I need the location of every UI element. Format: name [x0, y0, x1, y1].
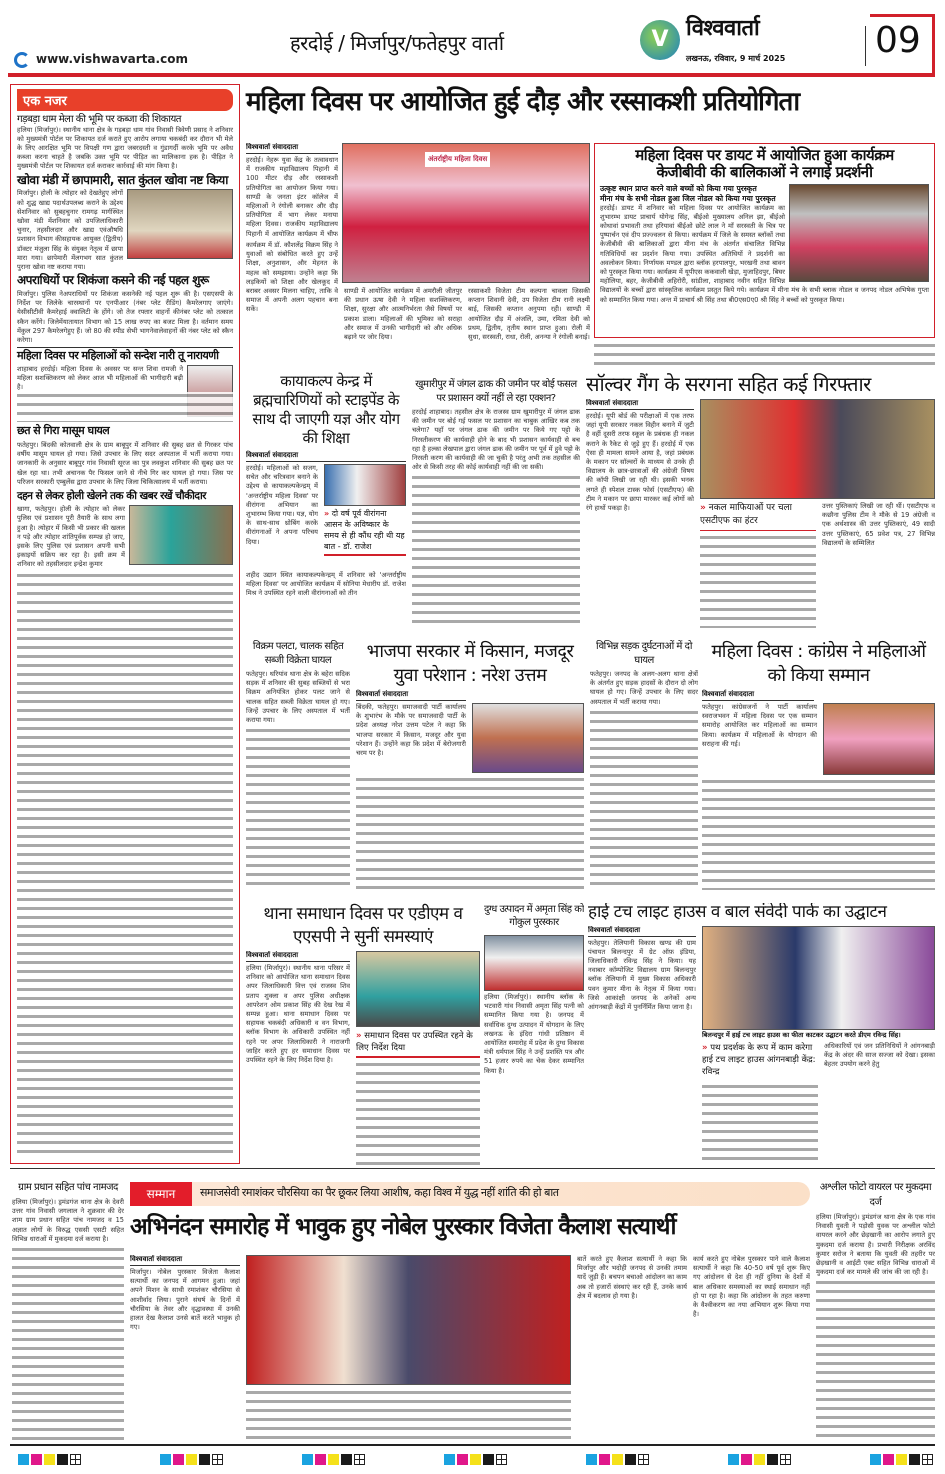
text-lines — [17, 572, 233, 1159]
page-number: 09 — [875, 20, 921, 61]
color-swatch — [457, 1454, 468, 1465]
vibhinn-article — [590, 640, 698, 890]
dateline: लखनऊ, रविवार, 9 मार्च 2025 — [686, 54, 786, 63]
solver-body-2: उत्तर पुस्तिकाएं लिखी जा रही थीं। एसटीएफ व कछौना पुलिस टीम ने मौके से 19 अंग्रेजी व एक अर्थशास्त्र की उत्तर पुस्तिकाएं, 49 सादी उत्तर पुस्तिकाएं, 65 प्रवेश पत्र, 27 विभिन्न विद्यालयों के सम्मिलित — [822, 502, 935, 547]
kayakalp-body-2: शहीद उद्यान स्थित कायाकल्पकेन्द्रम् में शनिवार को 'अन्तर्राष्ट्रीय महिला दिवस' पर आयोजित कार्यक्रम में सोनिया मेधारीय डॉ. राजेश मिश्र ने उपस्थित रहने वाली वीरांगनाओं को तीन — [246, 571, 406, 598]
ek-nazar-tag: एक नजर — [17, 89, 233, 111]
event-banner: अंतर्राष्ट्रीय महिला दिवस — [425, 152, 490, 167]
khumaripur-headline[interactable]: खुमारीपुर में जंगल ढाक की जमीन पर बोई फसल पर प्रशासन क्यों नहीं ले रहा एक्शन? — [415, 379, 577, 404]
thana-article — [246, 903, 480, 1165]
khumaripur-body: हरदोई शाहाबाद। तहसील क्षेत्र के राजस्व ग्राम खुमारीपुर में जंगल ढाक की जमीन पर बोई गई फसल पर प्रशासन का चाबुक आखिर कब तक चलेगा? यहाँ पर जंगल ढाक की जमीन पर किये गए पट्टो के निरस्तीकरण की कार्यवाही होने के बाद भी प्रशासन कार्यवाही से बच रहा है हल्का लेखपाल द्वारा जंगल ढाक की जमीन पर पूर्व में हुवे पट्टो के निरस्ती करण की कार्यवाही की जा चुकी है परंतु अभी तक तहसील की ओर से किसी तरह की कोई कार्यवाही नहीं की जा सकी। — [412, 408, 580, 472]
text-lines — [594, 342, 935, 368]
vikram-headline[interactable]: विक्रम पलटा, चालक सहित सब्जी विक्रेता घायल — [252, 641, 344, 666]
text-lines — [356, 1061, 480, 1165]
lead-body-4: रस्साकशी विजेता टीम कल्पना चावला जिसकी कप्तान शिवानी देवी, उप विजेता टीम रानी लक्ष्मी बाई, जिसकी कप्तान अनुपमा रही। साण्डी में आयोजित दौड़ में अंजलि, उमा, रमिता देवी को प्रथम, द्वितीय, तृतीय स्थान प्राप्त हुआ। रोली में सुधा, सरस्वती, राधा, रोली, अनन्या ने रंगोली बनाई। — [468, 287, 590, 342]
thana-headline[interactable]: थाना समाधान दिवस पर एडीएम व एएसपी ने सुनीं समस्याएं — [263, 904, 463, 947]
color-swatch — [909, 1454, 920, 1465]
kgbv-group-photo — [789, 184, 929, 282]
congress-headline[interactable]: महिला दिवस : कांग्रेस ने महिलाओं को किया सम्मान — [711, 641, 926, 686]
byline: विश्ववार्ता संवाददाता — [130, 1255, 240, 1266]
dugdh-body: हलिया (मिर्जापुर)। स्थानीय ब्लॉक के भटवारी गांव निवासी अमृता सिंह पत्नी को सम्मानित किया गया है। जनपद में सर्वाधिक दुग्ध उत्पादन में योगदान के लिए लखनऊ के इंदिरा गांधी प्रतिष्ठान में आयोजित समारोह में प्रदेश के दुग्ध विकास मंत्री धर्मपाल सिंह ने उन्हें प्रशस्ति पत्र और 51 हजार रुपये का चेक देकर सम्मानित किया है। — [484, 993, 584, 1075]
color-swatch — [302, 1454, 313, 1465]
left-article-body: फतेहपुर। बिंदकी कोतवाली क्षेत्र के ग्राम बाबूपुर में शनिवार की सुबह छत से गिरकर पांच वर्षीय मासूम घायल हो गया। जिसे उपचार के लिए सदर अस्पताल में भर्ती कराया गया। जानकारी के अनुसार बाबूपुर गांव निवासी सूरज का पुत्र लवकुश शनिवार की सुबह छत पर खेल रहा था। तभी अचानक पैर फिसल जाने से नीचे गिर कर घायल हो गया। जिस पर परिजन सरकारी एम्बुलेंस द्वारा उपचार के लिए जिला चिकित्सालय में भर्ती कराया। — [17, 441, 233, 486]
solver-body: हरदोई। यूपी बोर्ड की परीक्षाओं में एक तरफ जहां यूपी सरकार नकल विहीन बनाने में जुटी है वहीं दूसरी तरफ स्कूल के प्रबंधक ही नकल कराने के रैकेट से जुड़े हुए हैं। हरदोई में एक ऐसा ही मामला सामने आया है, जहां प्रबंधक के मकान पर सॉल्वरों के माध्यम से उनके ही विद्यालय के छात्र-छात्राओं की अंग्रेजी विषय की कॉपी लिखी जा रही थी। इसकी भनक लगते ही स्पेशल टास्क फोर्स (एसटीएफ) की टीम ने मकान पर छापा मारकर कई लोगों को रंगे हाथों पकड़ा है। — [586, 412, 694, 513]
bottom-rule — [10, 1168, 935, 1169]
left-article-body: मिर्जापुर। पुलिस नेअपराधियों पर शिकंजा कसनेकी नई पहल शुरू की है। एसएसपी के निर्देश पर जिलेके चारस्थानों पर एनपीआर (नंबर प्लेट रीडिंग) कैमरेलगाए जाएंगे। येसीसीटीवी कैमरेहाई क्वालिटी के होंगे। जो तेज रफ्तार वाहनों कीनंबर प्लेट को तत्काल स्कैन करेंगे। जिलेमेंयातायात विभाग को 15 लाख रुपए का बजट मिला है। वर्तमान समय मेंकुल 297 कैमरेलगेहुए हैं। जो 80 की स्पीड सेभी भागनेवालेवाहनों की नंबर प्लेट को स्कैन करेगा। — [17, 289, 233, 344]
pull-quote-text: समाधान दिवस पर उपस्थित रहने के लिए निर्देश दिया — [356, 1031, 473, 1053]
gram-pradhan-body: हलिया (मिर्जापुर)। ड्रमंडगंज थाना क्षेत्र के देवरी उत्तर गांव निवासी जगलाल ने शुक्रवार की देर शाम ग्राम प्रधान सहित पांच नामजद व 15 अज्ञात लोगों के विरुद्ध एससी एसटी सहित विभिन्न धाराओं में मुकदमा दर्ज कराया है। — [12, 1198, 124, 1243]
ashleel-body: हलिया (मिर्जापुर)। ड्रमंडगंज थाना क्षेत्र के एक गांव निवासी युवती ने पड़ोसी युवक पर अश्लील फोटो वायरल करने और छेड़खानी का आरोप लगाते हुए मुकदमा दर्ज कराया है। प्रभारी निरीक्षक अरविंद कुमार सरोज ने बताया कि युवती की तहरीर पर छेड़खानी व आईटी एक्ट सहित विभिन्न धाराओं में मुकदमा दर्ज कर मामले की जांच की जा रही है। — [816, 1213, 935, 1277]
color-bar — [160, 1454, 223, 1468]
kicker-text: समाजसेवी रमाशंकर चौरसिया का पैर छूकर लिया आशीष, कहा विश्व में युद्ध नहीं शांति की हो बात — [200, 1186, 559, 1199]
vikram-body: फतेहपुर। थरियांव थाना क्षेत्र के बहेरा सदिक सड़क में शनिवार की सुबह सब्जियों से भरा विक्रम अनियंत्रित होकर पलट जाने से चालक सहित सब्जी विक्रेता घायल हो गए। जिन्हें उपचार के लिए अस्पताल में भर्ती कराया गया। — [246, 670, 350, 725]
dugdh-article — [484, 903, 584, 1165]
kayakalp-pull-quote — [324, 508, 406, 556]
vibhinn-body: फतेहपुर। जनपद के अलग-अलग थाना क्षेत्रों के अंतर्गत हुए सड़क हादसों के दौरान दो लोग घायल हो गए। जिन्हें उपचार के लिए सदर अस्पताल में भर्ती कराया गया। — [590, 670, 698, 706]
byline: विश्ववार्ता संवाददाता — [586, 399, 694, 410]
color-swatch — [625, 1454, 636, 1465]
left-article — [17, 422, 233, 487]
byline: विश्ववार्ता संवाददाता — [702, 690, 814, 701]
dugdh-headline[interactable]: दुग्ध उत्पादन में अमृता सिंह को गोकुल पुरस्कार — [484, 904, 584, 928]
hightech-article — [588, 903, 935, 1165]
crosshair-icon — [922, 1454, 933, 1465]
crosshair-icon — [70, 1454, 81, 1465]
color-swatch — [199, 1454, 210, 1465]
quote-chevron-icon: » — [702, 1042, 708, 1053]
color-swatch — [173, 1454, 184, 1465]
satyarthi-article — [130, 1255, 810, 1440]
diet-subhead-1: उत्कृष्ट स्थान प्राप्त करने वाले बच्चों को किया गया पुरस्कृत — [600, 183, 757, 193]
left-article-body: मिर्जापुर। होली के त्योहार को देखतेहुए लोगों को शुद्ध खाद्य पदार्थउपलब्ध कराने के उद्देश्य सेशनिवार को सुबहचुनार रामगढ़ मार्गस्थित खोवा मंडी मेंशनिवार को उपजिलाधिकारी चुनार, तहसीलदार और खाद्य एवंऔषधि प्रशासन विभाग कीसहायक आयुक्त (द्वितीय) डॉक्टर मंजुला सिंह के संयुक्त नेतृत्व में छापा मारा गया। छापेमारी मेंलगभग सात कुंतल पुराना खोवा नष्ट कराया गया। — [17, 189, 123, 271]
inauguration-photo — [702, 926, 935, 1030]
text-lines — [246, 727, 350, 890]
inauguration-caption: बिलन्दपुर में हाई टच लाइट हाउस का फीता काटकर उद्घाटन करते डीएम रविन्द्र सिंह। — [702, 1030, 901, 1039]
hightech-body-2: अधिकारियों एवं जन प्रतिनिधियों ने आंगनबाड़ी केंद्र के अंदर की साज सज्जा को देखा। इसका बेहतर उपयोग करने हेतु — [824, 1041, 935, 1068]
congress-women-photo — [823, 703, 935, 775]
hightech-headline[interactable]: हाई टच लाइट हाउस व बाल संवेदी पार्क का उद्घाटन — [588, 903, 887, 922]
color-swatch — [741, 1454, 752, 1465]
crosshair-icon — [354, 1454, 365, 1465]
left-article-body: हलिया (मिर्जापुर)। स्थानीय थाना क्षेत्र के गड़बड़ा धाम गांव निवासी त्रिवेणी प्रसाद ने शनिवार को मुख्यमंत्री पोर्टल पर शिकायत दर्ज कराते हुए आरोप लगाया चकबंदी कर दौरान भी मेले के लिए आरक्षित भूमि पर विपक्षी गण द्वारा जबरदस्ती व गुंडागर्दी करके भूमि पर अवैध कब्जा करना चाहते है जबकि उक्त भूमि पर पीड़ित का मालिकाना हक है। पीड़ित ने मुख्यमंत्री पोर्टल पर शिकायत दर्ज कराकर कार्रवाई की मांग किया है। — [17, 125, 233, 171]
kayakalp-body: हरदोई। महिलाओं को सजग, सचेत और चरित्रवान बनाने के उद्देश्य से कायाकल्पकेन्द्रम् में 'अन्तर्राष्ट्रीय महिला दिवस' पर वीरांगना अभियान का शुभारम्भ किया गया। यज्ञ, योग के साथ-साथ थ्रोबिंग करके वीरांगनाओं ने अपना परिचय दिया। — [246, 464, 318, 546]
newspaper-logo-name: विश्ववार्ता — [686, 16, 760, 41]
browser-e-icon — [14, 52, 30, 68]
diet-article — [594, 143, 935, 338]
rangoli-photo — [342, 143, 590, 283]
crosshair-icon — [780, 1454, 791, 1465]
samman-tag: सम्मान — [130, 1182, 192, 1206]
text-lines — [700, 534, 816, 628]
diet-body: हरदोई। डायट में शनिवार को महिला दिवस पर आयोजित कार्यक्रम का शुभारम्भ डायट प्राचार्य योगेन्द्र सिंह, बीईओ मुख्यालय अनिल झा, बीईओ कोथावां प्रभावती तथा हरियावां बीईओ छोटे लाल ने माँ सरस्वती के चित्र पर पुष्पार्चन एवं दीप प्रज्ज्वलन से किया। कार्यक्रम में जिले के समस्त ब्लॉकों तथा केजीबीवी की बालिकाओं द्वारा मीना मंच के अंतर्गत संचालित विभिन्न गतिविधियों का प्रदर्शन किया गया। उपस्थित अतिथियों ने प्रदर्शनी का अवलोकन किया। निर्णायक मण्डल द्वारा ब्लॉक हरपालपुर, भरखनी तथा बावन को पुरस्कृत किया गया। कार्यक्रम में यूपीएस ककवाली खेड़ा, मुजाहिदपुर, बिघर महोलिया, बहर, केजीबीवी अहिरोरी, सांडीला, शाहाबाद नवीन सहित विभिन्न विद्यालयों के बच्चों द्वारा सांस्कृतिक कार्यक्रम प्रस्तुत किये गये। कार्यक्रम में मीना मंच के सभी ब्लाक नोडल व जनपद नोडल अभिषेक गुप्ता को सम्मानित किया गया। अन्त में प्राचार्य श्री सिंह तथा बी0एस0ए0 श्री सिंह ने बच्चों को पुरस्कृत किया। — [600, 203, 929, 304]
diet-subhead-2: मीना मंच के सभी नोडल हुआ जिल नोडल को किया गया पुरस्कृत — [600, 193, 776, 203]
left-article-headline[interactable]: छत से गिरा मासूम घायल — [17, 424, 110, 438]
byline: विश्ववार्ता संवाददाता — [356, 690, 466, 701]
text-lines — [412, 474, 580, 628]
left-article-headline[interactable]: दहन से लेकर होली खेलने तक की खबर रखें चौकीदार — [17, 490, 206, 503]
lead-body: हरदोई। नेहरू युवा केंद्र के तत्वावधान में राजकीय महाविद्यालय पिहानी में 100 मीटर दौड़ और रस्साकशी प्रतियोगिता का आयोजन किया गया। साण्डी के जनता इंटर कॉलेज में महिलाओं ने रंगोली बनाकर और दौड़ प्रतियोगिता में भाग लेकर मनाया महिला दिवस। राजकीय महाविद्यालय पिहानी में आयोजित कार्यक्रम में चीफ — [246, 156, 338, 238]
quote-chevron-icon: » — [700, 503, 706, 513]
masthead — [0, 0, 945, 78]
color-swatch — [728, 1454, 739, 1465]
header-rule — [8, 73, 935, 77]
color-bar — [302, 1454, 365, 1468]
color-bar — [728, 1454, 791, 1468]
diet-headline-2[interactable]: केजीबीवी की बालिकाओं ने लगाई प्रदर्शनी — [656, 163, 873, 182]
kayakalp-article — [246, 372, 406, 628]
page-number-divider — [865, 26, 866, 66]
award-photo — [484, 935, 584, 991]
color-bar — [870, 1454, 933, 1468]
text-lines — [12, 1246, 124, 1440]
solver-article — [586, 373, 935, 628]
color-swatch — [470, 1454, 481, 1465]
police-meeting-photo — [129, 505, 233, 565]
color-swatch — [44, 1454, 55, 1465]
pull-quote-text: पथ प्रदर्शक के रूप में काम करेगा हाई टच लाइट हाउस आंगनबाड़ी केंद्र: रविन्द्र — [702, 1042, 816, 1077]
text-lines — [702, 1083, 818, 1165]
sp-office-photo — [472, 703, 584, 773]
color-swatch — [18, 1454, 29, 1465]
thana-body: हलिया (मिर्जापुर)। स्थानीय थाना परिसर में शनिवार को आयोजित थाना समाधान दिवस अपर जिलाधिकारी वित्त एवं राजस्व शिव प्रताप शुक्ला व अपर पुलिस अधीक्षक आपरेशन ओम प्रकाश सिंह की देख रेख में सम्पन्न हुआ। थाना समाधान दिवस पर सहायक चकबंदी अधिकारी व वन विभाग, ब्लॉक विभाग के अधिकारी उपस्थित नहीं रहने पर अपर जिलाधिकारी ने नाराजगी जाहिर करते हुए हर समाधान दिवस पर उपस्थित रहने के लिए निर्देश दिया है। — [246, 964, 350, 1065]
samman-kicker-bar — [130, 1182, 810, 1206]
left-article-headline[interactable]: महिला दिवस पर महिलाओं को सन्देश नारी तू नारायणी — [17, 347, 233, 363]
solver-pull-quote — [700, 502, 816, 531]
color-swatch — [328, 1454, 339, 1465]
color-swatch — [160, 1454, 171, 1465]
gram-pradhan-headline[interactable]: ग्राम प्रधान सहित पांच नामजद — [18, 1182, 118, 1193]
color-swatch — [767, 1454, 778, 1465]
lead-body-2: कार्यक्रम में डॉ. कौशलेंद्र विक्रम सिंह ने युवाओं को संबोधित करते हुए उन्हें शिक्षा, अनुशासन, और मेहनत के महत्व को समझाया। उन्होंने कहा कि लड़कियों को शिक्षा और खेलकूद में बराबर अवसर मिलना चाहिए, ताकि वे समाज में अपनी अलग पहचान बना सकें। — [246, 241, 338, 314]
khowa-mandi-photo — [127, 189, 233, 259]
solver-headline[interactable]: सॉल्वर गैंग के सरगना सहित कई गिरफ्तार — [586, 373, 871, 396]
vikram-article — [246, 640, 350, 890]
color-bar — [18, 1454, 81, 1468]
ek-nazar-column — [10, 84, 240, 1164]
khumaripur-article — [412, 378, 580, 628]
text-lines — [17, 392, 233, 422]
text-lines — [702, 778, 935, 890]
left-article — [17, 114, 233, 172]
byline: विश्ववार्ता संवाददाता — [246, 451, 406, 462]
left-article-body: खागा, फतेहपुर। होली के त्योहार को लेकर पुलिस एवं प्रशासन पूरी तैयारी के साथ लगा हुआ है। त्योहार में किसी भी प्रकार की खलल न पड़े और त्योहार शांतिपूर्वक सम्पन्न हो जाए, इसके लिए पुलिस एवं प्रशासन अपनी सभी इकाइयों सक्रिय कर रहा है। इसी क्रम में शनिवार को तहसीलदार इन्द्रेश कुमार — [17, 505, 125, 569]
color-swatch — [444, 1454, 455, 1465]
color-swatch — [57, 1454, 68, 1465]
crosshair-icon — [496, 1454, 507, 1465]
footer-rule — [10, 1444, 935, 1446]
pull-quote-text: नकल माफियाओं पर चला एसटीएफ का हंटर — [700, 503, 792, 526]
left-article — [17, 487, 233, 569]
text-lines — [816, 1279, 935, 1440]
lead-body-3: साण्डी में आयोजित कार्यक्रम में अमरौली जीतपुर की प्रधान ऊषा देवी ने महिला सशक्तिकरण, शिक्षा, सुरक्षा और आत्मनिर्भरता जैसे विषयों पर प्रकाश डाला। महिलाओं की भूमिका को सराहा और समाज में उनकी भागीदारी को और अधिक बढ़ाने पर जोर दिया। — [344, 287, 462, 342]
left-article-headline[interactable]: अपराधियों पर शिकंजा कसने की नई पहल शुरू — [17, 273, 209, 288]
color-swatch — [896, 1454, 907, 1465]
website-link[interactable]: www.vishwavarta.com — [36, 52, 188, 66]
gram-pradhan-article — [12, 1180, 124, 1440]
satyarthi-body-3: कार्य करते हुए नोबेल पुरस्कार पाने वाले कैलाश सत्यार्थी ने कहा कि 40-50 वर्ष पूर्व शुरू किए गए आंदोलन से देश ही नहीं दुनिया के देशों में बाल अधिकार समस्याओं का स्थाई समाधान नहीं हो पा रहा है। कहा कि आंदोलन के तहत करुणा के वैश्वीकरण का नया अभियान शुरू किया गया है। — [693, 1255, 810, 1319]
hightech-body: फतेहपुर। तेलियानी विकास खण्ड की ग्राम पंचायत बिलन्दपुर में ग्रेट ऑफ़ इंडिया, जिलाधिकारी रविन्द्र सिंह ने किया। यह नवाबार कॉम्पोजिट विद्यालय ग्राम बिलन्दपुर ब्लॉक तेलियानी में मुख्य विकास अधिकारी पवन कुमार मीना के नेतृत्व में किया गया। जिसे आकांक्षी जनपद के अनेकों अन्य आंगनबाड़ी केंद्रों में पुनर्निर्मित किया जाना है। — [588, 938, 696, 1011]
hightech-pull-quote — [702, 1042, 818, 1080]
ashleel-headline[interactable]: अश्लील फोटो वायरल पर मुकदमा दर्ज — [819, 1182, 932, 1208]
congress-article — [702, 640, 935, 890]
left-article-headline[interactable]: खोवा मंडी में छापामारी, सात कुंतल खोवा नष्ट किया — [17, 172, 228, 187]
color-bar — [444, 1454, 507, 1468]
main-headline[interactable]: महिला दिवस पर आयोजित हुई दौड़ और रस्साकशी प्रतियोगिता — [246, 87, 800, 117]
color-swatch — [483, 1454, 494, 1465]
congress-body: फतेहपुर। कांग्रेसजनों ने पार्टी कार्यालय स्वराजभवन में महिला दिवस पर एक सम्मान समारोह आयोजित कर महिलाओं का सम्मान किया। कार्यक्रम में महिलाओं के योगदान की सराहना की गई। — [702, 703, 817, 748]
bhajpa-headline[interactable]: भाजपा सरकार में किसान, मजदूर युवा परेशान : नरेश उत्तम — [366, 641, 574, 686]
felicitation-photo — [246, 1255, 571, 1385]
registration-marks — [18, 1454, 933, 1468]
text-lines — [356, 776, 584, 890]
color-swatch — [883, 1454, 894, 1465]
arrested-gang-photo — [700, 399, 935, 499]
vibhinn-headline[interactable]: विभिन्न सड़क दुर्घटनाओं में दो घायल — [596, 641, 692, 666]
satyarthi-body: मिर्जापुर। नोबेल पुरस्कार विजेता कैलाश सत्यार्थी का जनपद में आगमन हुआ। जहां अपने मिशन के साथी रमाशंकर चौरसिया से आशीर्वाद लिया। पुराने संघर्ष के दिनों में चौरसिया के तेवर और वृद्धावस्था में उनकी हालत देख कैलाश उनसे बातें करते भावुक हो गए। — [130, 1268, 240, 1332]
byline: विश्ववार्ता संवाददाता — [246, 143, 338, 154]
section-title: हरदोई / मिर्जापुर/फतेहपुर वार्ता — [290, 31, 504, 55]
left-article — [17, 272, 233, 345]
crosshair-icon — [212, 1454, 223, 1465]
byline: विश्ववार्ता संवाददाता — [246, 951, 350, 962]
diet-headline-1[interactable]: महिला दिवस पर डायट में आयोजित हुआ कार्यक्रम — [635, 146, 894, 164]
quote-chevron-icon: » — [324, 509, 330, 518]
text-lines — [590, 709, 698, 890]
left-article — [17, 172, 233, 273]
color-swatch — [315, 1454, 326, 1465]
thana-pull-quote — [356, 1030, 480, 1058]
color-swatch — [599, 1454, 610, 1465]
quote-chevron-icon: » — [356, 1031, 362, 1041]
crosshair-icon — [638, 1454, 649, 1465]
left-article-body: शाहाबाद हरदोई। महिला दिवस के अवसर पर सन्त शिवा रामजी ने महिला सशक्तिकरण को लेकर आज भी महिलाओं की भागीदारी बढ़ी है। — [17, 364, 183, 392]
bhajpa-body: बिंदकी, फतेहपुर। समाजवादी पार्टी कार्यालय के शुभारंभ के मौके पर समाजवादी पार्टी के प्रदेश अध्यक्ष नरेश उत्तम पटेल ने कहा कि भाजपा सरकार में किसान, मजदूर और युवा परेशान हैं। उन्होंने कहा कि प्रदेश में बेरोजगारी चरम पर है। — [356, 703, 466, 758]
ashleel-photo-article — [816, 1180, 935, 1440]
kayakalp-headline[interactable]: कायाकल्प केन्द्र में ब्रह्मचारिणियों को स्टाइपेंड के साथ दी जाएगी यज्ञ और योग की शिक्षा — [252, 372, 400, 447]
logo-icon: V — [640, 20, 680, 60]
lead-article — [246, 143, 590, 343]
color-swatch — [754, 1454, 765, 1465]
pull-quote-text: दो वर्ष पूर्व वीरांगना आसन के अविष्कार के समय से ही कौंध रही थी यह बात - डॉ. राजेश — [324, 509, 405, 551]
color-bar — [586, 1454, 649, 1468]
color-swatch — [612, 1454, 623, 1465]
satyarthi-body-2: बातें करते हुए कैलाश सत्यार्थी ने कहा कि मिर्जापुर और भदोही जनपद से उनकी तमाम यादें जुड़ी हैं। बचपन बचाओ आंदोलन का काम अब तो हजारों संस्थाएं कर रही हैं, उनके कार्य क्षेत्र में बदलाव हो गया है। — [577, 1255, 687, 1300]
color-swatch — [186, 1454, 197, 1465]
bhajpa-article — [356, 640, 584, 890]
byline: विश्ववार्ता संवाददाता — [588, 926, 696, 937]
satyarthi-headline[interactable]: अभिनंदन समारोह में भावुक हुए नोबेल पुरस्कार विजेता कैलाश सत्यार्थी — [130, 1214, 676, 1240]
samadhan-diwas-photo — [356, 951, 480, 1027]
text-lines — [246, 1389, 571, 1439]
color-swatch — [870, 1454, 881, 1465]
left-article — [17, 345, 233, 422]
veerangana-photo — [324, 464, 406, 506]
color-swatch — [586, 1454, 597, 1465]
color-swatch — [341, 1454, 352, 1465]
color-swatch — [31, 1454, 42, 1465]
left-article-headline[interactable]: गड़बड़ा धाम मेला की भूमि पर कब्जा की शिकायत — [17, 114, 181, 125]
